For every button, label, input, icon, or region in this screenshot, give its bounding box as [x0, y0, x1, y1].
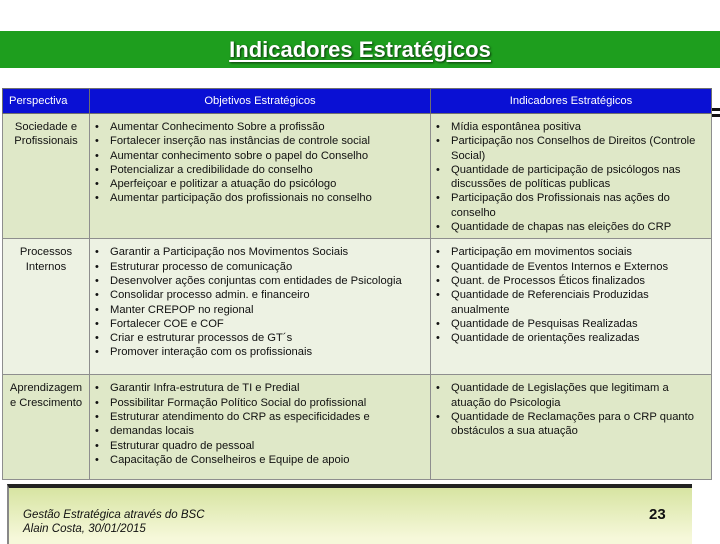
objective-item: • Desenvolver ações conjuntas com entidades de Psicologia [94, 274, 426, 288]
indicators-cell [431, 375, 712, 480]
indicator-item: • Quantidade de participação de psicólogos nas discussões de políticas publicas [435, 163, 707, 192]
objective-item: • demandas locais [94, 424, 426, 438]
table-header-row [3, 89, 712, 114]
footer-line-2: Alain Costa, 30/01/2015 [23, 523, 146, 535]
objective-item: • Estruturar atendimento do CRP as especificidades e [94, 410, 426, 424]
footer-line-1: Gestão Estratégica através do BSC [23, 509, 205, 521]
header-objectives: Objetivos Estratégicos [90, 89, 431, 114]
indicators-cell [431, 239, 712, 375]
objective-item: • Capacitação de Conselheiros e Equipe de apoio [94, 453, 426, 467]
objective-item: • Aumentar participação dos profissionais no conselho [94, 191, 426, 205]
indicator-item: • Quantidade de chapas nas eleições do CRP [435, 220, 707, 234]
indicator-item: • Participação dos Profissionais nas ações do conselho [435, 191, 707, 220]
indicators-cell [431, 114, 712, 239]
objective-item: • Promover interação com os profissionais [94, 345, 426, 359]
objective-item: • Estruturar processo de comunicação [94, 260, 426, 274]
objectives-cell [90, 114, 431, 239]
indicator-item: • Quantidade de Referenciais Produzidas anualmente [435, 288, 707, 317]
table-row [3, 239, 712, 375]
objective-item: • Potencializar a credibilidade do conselho [94, 163, 426, 177]
indicator-item: • Participação nos Conselhos de Direitos (Controle Social) [435, 134, 707, 163]
objective-item: • Criar e estruturar processos de GT´s [94, 331, 426, 345]
objective-item: • Estruturar quadro de pessoal [94, 439, 426, 453]
objective-item: • Fortalecer COE e COF [94, 317, 426, 331]
objective-item: • Fortalecer inserção nas instâncias de controle social [94, 134, 426, 148]
indicator-item: • Quantidade de orientações realizadas [435, 331, 707, 345]
indicator-item: • Quantidade de Legislações que legitimam a atuação do Psicologia [435, 381, 707, 410]
perspective-cell: Processos Internos [3, 239, 90, 375]
objectives-cell [90, 239, 431, 375]
indicator-item: • Quantidade de Eventos Internos e Externos [435, 260, 707, 274]
objective-item: • Garantir a Participação nos Movimentos Sociais [94, 245, 426, 259]
objective-item: • Aperfeiçoar e politizar a atuação do psicólogo [94, 177, 426, 191]
objective-item: • Aumentar Conhecimento Sobre a profissão [94, 120, 426, 134]
title-bar [0, 31, 720, 68]
indicator-item: • Quantidade de Pesquisas Realizadas [435, 317, 707, 331]
slide-title: Indicadores Estratégicos [229, 36, 491, 62]
objective-item: • Aumentar conhecimento sobre o papel do Conselho [94, 149, 426, 163]
objective-item: • Manter CREPOP no regional [94, 303, 426, 317]
table-row [3, 114, 712, 239]
objective-item: • Consolidar processo admin. e financeiro [94, 288, 426, 302]
perspective-cell: Aprendizagem e Crescimento [3, 375, 90, 480]
table-row [3, 375, 712, 480]
header-perspective: Perspectiva [3, 89, 90, 114]
perspective-cell: Sociedade e Profissionais [3, 114, 90, 239]
strategy-table [2, 88, 712, 480]
objective-item: • Garantir Infra-estrutura de TI e Predial [94, 381, 426, 395]
indicator-item: • Quantidade de Reclamações para o CRP quanto obstáculos a sua atuação [435, 410, 707, 439]
edge-marker [711, 108, 720, 128]
indicator-item: • Mídia espontânea positiva [435, 120, 707, 134]
header-indicators: Indicadores Estratégicos [431, 89, 712, 114]
footer [7, 484, 692, 544]
footer-credits [23, 508, 205, 536]
indicator-item: • Quant. de Processos Éticos finalizados [435, 274, 707, 288]
page-number: 23 [649, 506, 666, 523]
objective-item: • Possibilitar Formação Político Social do profissional [94, 396, 426, 410]
indicator-item: • Participação em movimentos sociais [435, 245, 707, 259]
objectives-cell [90, 375, 431, 480]
